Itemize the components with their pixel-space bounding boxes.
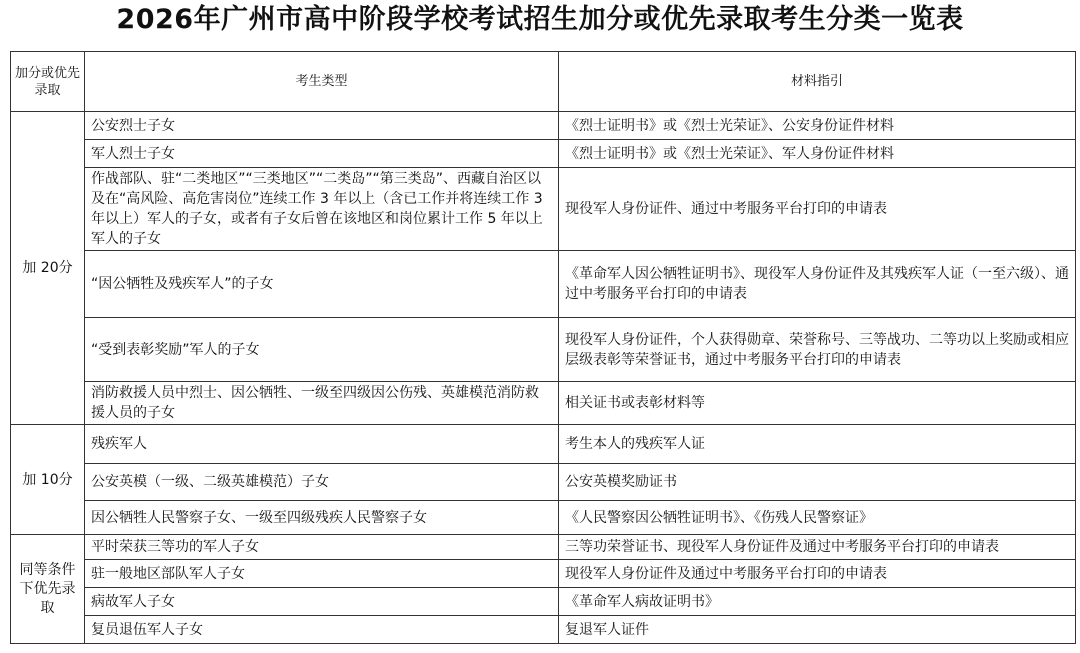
materials-cell: 《革命军人因公牺牲证明书》、现役军人身份证件及其残疾军人证（一至六级）、通过中考服务平台打印的申请表 [559, 251, 1076, 318]
student-type-cell: 消防救援人员中烈士、因公牺牲、一级至四级因公伤残、英雄模范消防救援人员的子女 [85, 382, 559, 425]
header-student-type: 考生类型 [85, 52, 559, 112]
table-row [11, 588, 1076, 616]
group-label: 加 20分 [11, 112, 85, 425]
table-row [11, 616, 1076, 644]
materials-cell: 《人民警察因公牺牲证明书》、《伤残人民警察证》 [559, 501, 1076, 535]
materials-cell: 《烈士证明书》或《烈士光荣证》、军人身份证件材料 [559, 140, 1076, 168]
table-row [11, 168, 1076, 251]
student-type-cell: 驻一般地区部队军人子女 [85, 560, 559, 588]
materials-cell: 现役军人身份证件及通过中考服务平台打印的申请表 [559, 560, 1076, 588]
header-category: 加分或优先录取 [11, 52, 85, 112]
student-type-cell: 残疾军人 [85, 425, 559, 464]
student-type-cell: 复员退伍军人子女 [85, 616, 559, 644]
materials-cell: 复退军人证件 [559, 616, 1076, 644]
student-type-cell: 病故军人子女 [85, 588, 559, 616]
page-title: 2026年广州市高中阶段学校考试招生加分或优先录取考生分类一览表 [116, 4, 964, 35]
student-type-cell: “因公牺牲及残疾军人”的子女 [85, 251, 559, 318]
materials-cell: 《革命军人病故证明书》 [559, 588, 1076, 616]
materials-cell: 现役军人身份证件，个人获得勋章、荣誉称号、三等战功、二等功以上奖励或相应层级表彰等荣誉证书，通过中考服务平台打印的申请表 [559, 318, 1076, 382]
table-row [11, 140, 1076, 168]
student-type-cell: 作战部队、驻“二类地区”“三类地区”“二类岛”“第三类岛”、西藏自治区以及在“高风险、高危害岗位”连续工作 3 年以上（含已工作并将连续工作 3 年以上）军人的子女，或者有子女后曾在该地区和岗位累计工作 5 年以上军人的子女 [85, 168, 559, 251]
materials-cell: 《烈士证明书》或《烈士光荣证》、公安身份证件材料 [559, 112, 1076, 140]
admission-bonus-table [10, 51, 1076, 644]
student-type-cell: “受到表彰奖励”军人的子女 [85, 318, 559, 382]
materials-cell: 相关证书或表彰材料等 [559, 382, 1076, 425]
table-row [11, 535, 1076, 560]
table-row [11, 251, 1076, 318]
table-row [11, 464, 1076, 501]
table-row [11, 318, 1076, 382]
student-type-cell: 公安烈士子女 [85, 112, 559, 140]
materials-cell: 考生本人的残疾军人证 [559, 425, 1076, 464]
table-row [11, 112, 1076, 140]
student-type-cell: 军人烈士子女 [85, 140, 559, 168]
student-type-cell: 平时荣获三等功的军人子女 [85, 535, 559, 560]
table-row [11, 560, 1076, 588]
materials-cell: 现役军人身份证件、通过中考服务平台打印的申请表 [559, 168, 1076, 251]
materials-cell: 三等功荣誉证书、现役军人身份证件及通过中考服务平台打印的申请表 [559, 535, 1076, 560]
table-row [11, 382, 1076, 425]
table-row [11, 501, 1076, 535]
group-label: 加 10分 [11, 425, 85, 535]
header-materials: 材料指引 [559, 52, 1076, 112]
table-row [11, 425, 1076, 464]
table-header-row [11, 52, 1076, 112]
materials-cell: 公安英模奖励证书 [559, 464, 1076, 501]
group-label: 同等条件下优先录取 [11, 535, 85, 644]
student-type-cell: 公安英模（一级、二级英雄模范）子女 [85, 464, 559, 501]
student-type-cell: 因公牺牲人民警察子女、一级至四级残疾人民警察子女 [85, 501, 559, 535]
